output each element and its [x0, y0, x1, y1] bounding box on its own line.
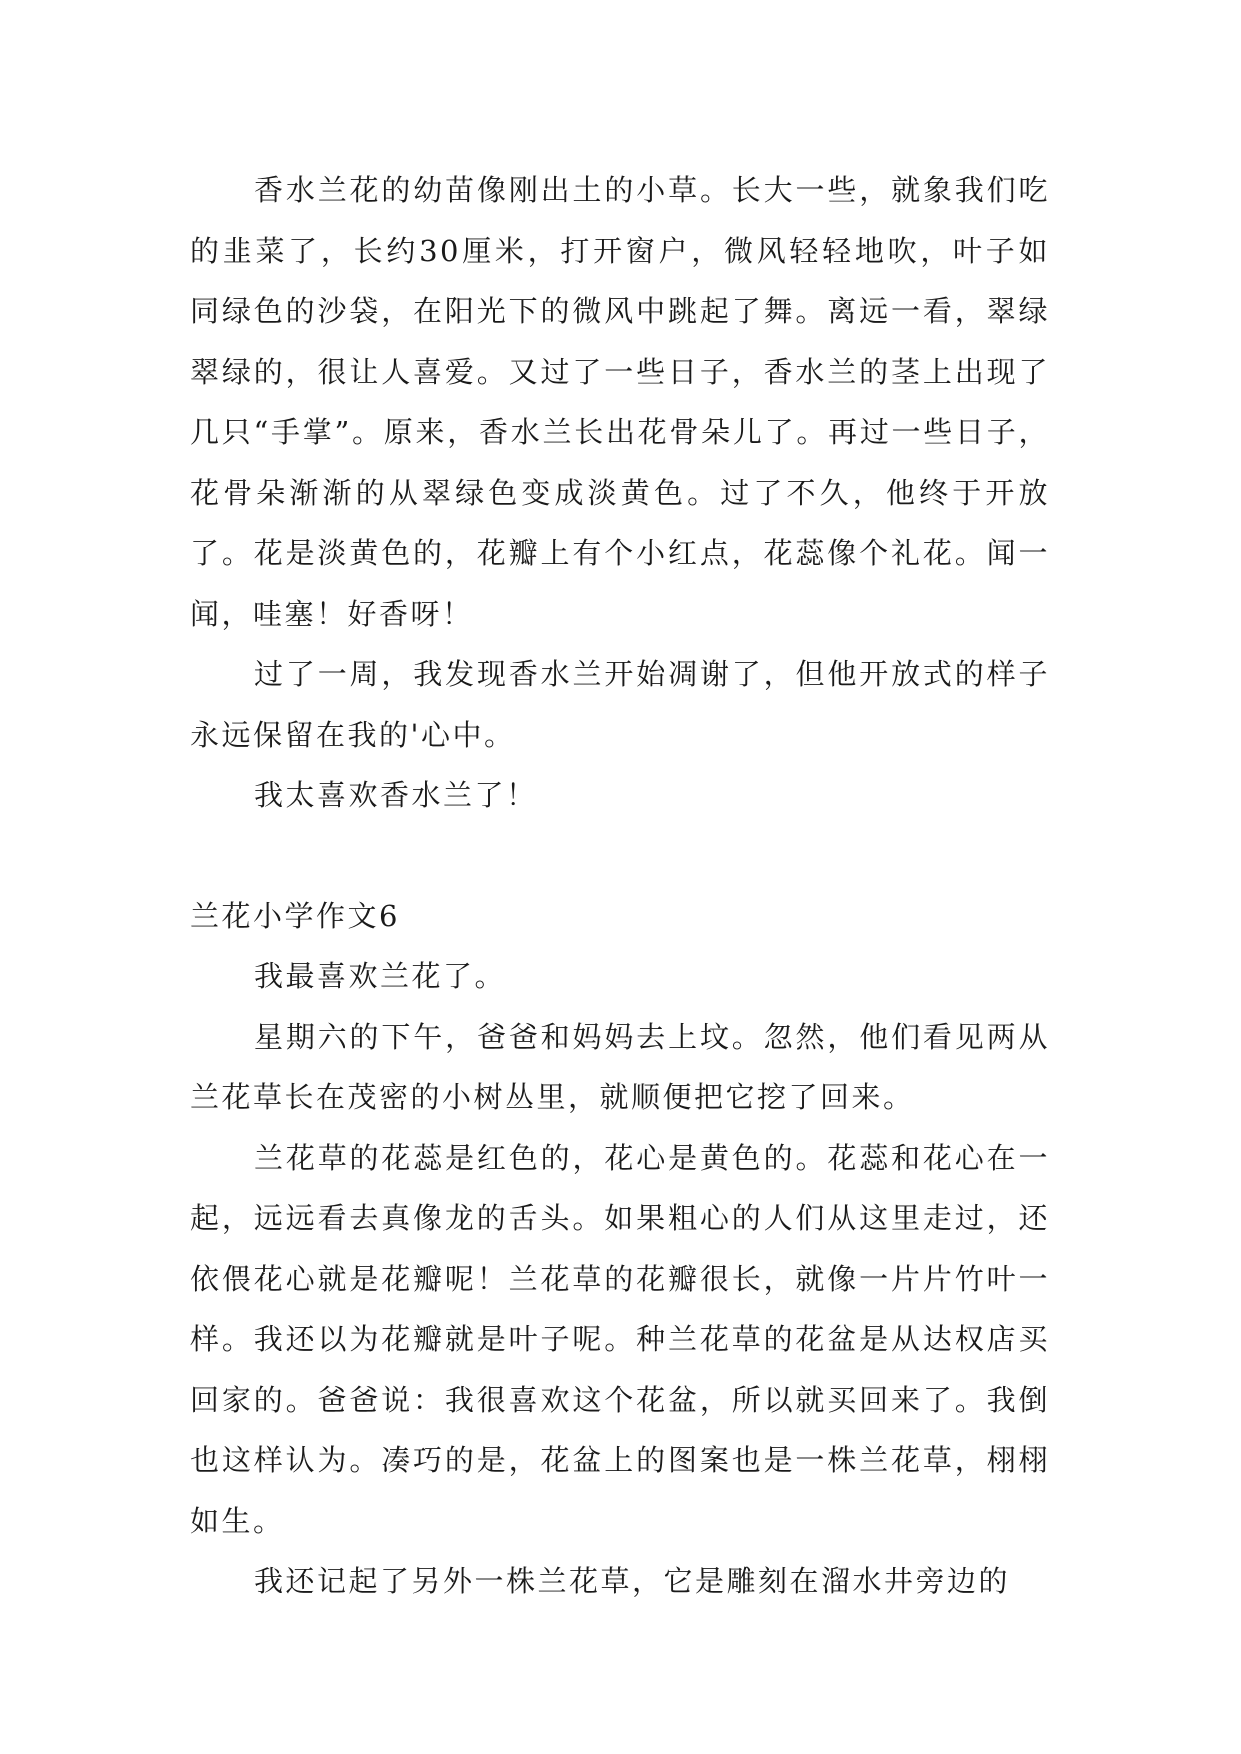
- paragraph: 过了一周，我发现香水兰开始凋谢了，但他开放式的样子永远保留在我的'心中。: [190, 657, 1050, 752]
- paragraph: 我还记起了另外一株兰花草，它是雕刻在溜水井旁边的: [254, 1564, 1011, 1598]
- document-body: [190, 160, 1050, 1612]
- paragraph: 我太喜欢香水兰了！: [254, 778, 538, 812]
- paragraph: 我最喜欢兰花了。: [254, 959, 507, 993]
- paragraph: 星期六的下午，爸爸和妈妈去上坟。忽然，他们看见两从兰花草长在茂密的小树丛里，就顺便把它挖了回来。: [190, 1019, 1050, 1114]
- paragraph: 香水兰花的幼苗像刚出土的小草。长大一些，就象我们吃的韭菜了，长约30厘米，打开窗户，微风轻轻地吹，叶子如同绿色的沙袋，在阳光下的微风中跳起了舞。离远一看，翠绿翠绿的，很让人喜爱。又过了一些日子，香水兰的茎上出现了几只“手掌”。原来，香水兰长出花骨朵儿了。再过一些日子，花骨朵渐渐的从翠绿色变成淡黄色。过了不久，他终于开放了。花是淡黄色的，花瓣上有个小红点，花蕊像个礼花。闻一闻，哇塞！好香呀！: [190, 173, 1050, 631]
- section-title: 兰花小学作文6: [190, 898, 400, 933]
- paragraph: 兰花草的花蕊是红色的，花心是黄色的。花蕊和花心在一起，远远看去真像龙的舌头。如果粗心的人们从这里走过，还依偎花心就是花瓣呢！兰花草的花瓣很长，就像一片片竹叶一样。我还以为花瓣就是叶子呢。种兰花草的花盆是从达权店买回家的。爸爸说：我很喜欢这个花盆，所以就买回来了。我倒也这样认为。凑巧的是，花盆上的图案也是一株兰花草，栩栩如生。: [190, 1140, 1050, 1538]
